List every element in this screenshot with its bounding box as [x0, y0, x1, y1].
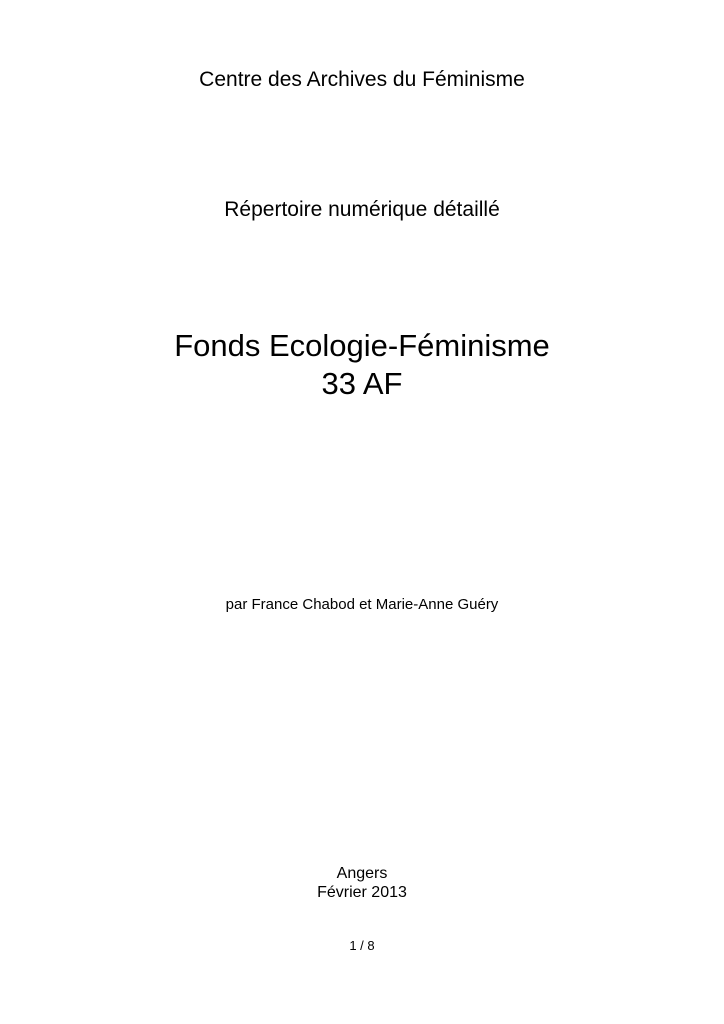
document-title: Fonds Ecologie-Féminisme	[174, 328, 550, 363]
publication-date: Février 2013	[317, 884, 407, 901]
authors-line: par France Chabod et Marie-Anne Guéry	[225, 596, 499, 613]
place-name: Angers	[336, 865, 388, 882]
document-subtitle: Répertoire numérique détaillé	[224, 198, 500, 221]
page-number: 1 / 8	[349, 938, 375, 953]
fonds-code: 33 AF	[321, 366, 403, 401]
organization-name: Centre des Archives du Féminisme	[199, 68, 525, 91]
